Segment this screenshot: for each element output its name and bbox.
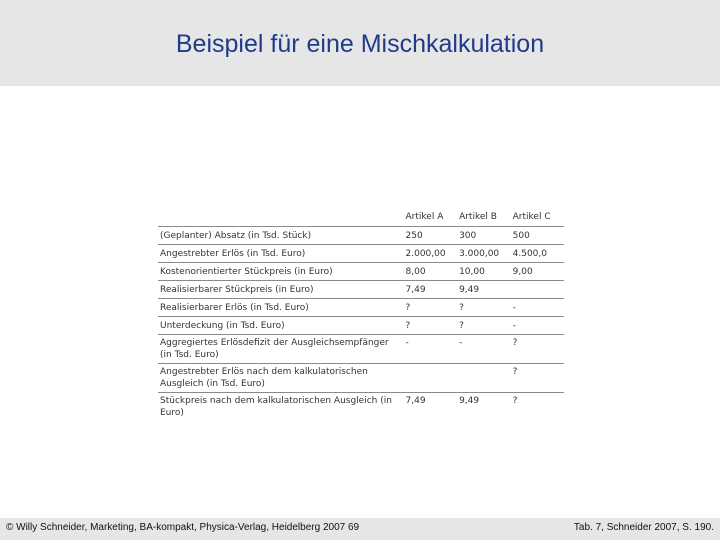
cell-artikel-b: 3.000,00	[459, 249, 500, 259]
cell-artikel-b: ?	[459, 321, 464, 331]
footer-copyright: © Willy Schneider, Marketing, BA-kompakt, Physica-Verlag, Heidelberg 2007 69	[6, 522, 360, 533]
footer-source: Tab. 7, Schneider 2007, S. 190.	[573, 522, 714, 533]
cell-artikel-a: 250	[405, 231, 423, 241]
cell-artikel-c: ?	[512, 396, 518, 406]
cell-artikel-a	[404, 364, 458, 393]
table-row	[158, 364, 564, 393]
cell-artikel-c: -	[512, 321, 516, 331]
row-label: Realisierbarer Stückpreis (in Euro)	[160, 285, 314, 295]
row-label: Angestrebter Erlös (in Tsd. Euro)	[160, 249, 306, 259]
table-row	[158, 299, 564, 317]
cell-artikel-a: ?	[405, 321, 411, 331]
row-label: (Geplanter) Absatz (in Tsd. Stück)	[160, 231, 312, 241]
page-title: Beispiel für eine Mischkalkulation	[175, 30, 545, 58]
cell-artikel-a: ?	[405, 303, 411, 313]
cell-artikel-c: 4.500,0	[512, 249, 547, 259]
cell-artikel-a: 8,00	[405, 267, 426, 277]
cell-artikel-c: ?	[512, 367, 518, 377]
cell-artikel-a: 7,49	[405, 396, 426, 406]
row-label: Angestrebter Erlös nach dem kalkulatorischen Ausgleich (in Tsd. Euro)	[160, 367, 368, 389]
header-cell-empty	[158, 208, 404, 227]
cell-artikel-b: 300	[459, 231, 477, 241]
cell-artikel-a: -	[405, 338, 409, 348]
cell-artikel-b: ?	[459, 303, 464, 313]
cell-artikel-b	[457, 364, 511, 393]
calculation-table	[158, 208, 564, 421]
table-row	[158, 317, 564, 335]
table-row	[158, 227, 564, 245]
cell-artikel-c: 500	[512, 231, 530, 241]
table-row	[158, 393, 564, 422]
cell-artikel-a: 7,49	[405, 285, 426, 295]
cell-artikel-b: 9,49	[459, 285, 480, 295]
row-label: Aggregiertes Erlösdefizit der Ausgleichsempfänger (in Tsd. Euro)	[160, 338, 389, 360]
calculation-table-container	[158, 208, 564, 421]
cell-artikel-c: ?	[512, 338, 518, 348]
cell-artikel-a: 2.000,00	[405, 249, 446, 259]
header-artikel-c: Artikel C	[512, 212, 551, 222]
table-row	[158, 263, 564, 281]
cell-artikel-b: -	[459, 338, 463, 348]
cell-artikel-b: 10,00	[459, 267, 485, 277]
row-label: Stückpreis nach dem kalkulatorischen Ausgleich (in Euro)	[160, 396, 392, 418]
cell-artikel-b: 9,49	[459, 396, 480, 406]
row-label: Realisierbarer Erlös (in Tsd. Euro)	[160, 303, 309, 313]
cell-artikel-c	[511, 281, 564, 299]
cell-artikel-c: 9,00	[512, 267, 533, 277]
table-header-row	[158, 208, 564, 227]
row-label: Kostenorientierter Stückpreis (in Euro)	[160, 267, 333, 277]
table-row	[158, 281, 564, 299]
table-row	[158, 335, 564, 364]
cell-artikel-c: -	[512, 303, 516, 313]
table-row	[158, 245, 564, 263]
row-label: Unterdeckung (in Tsd. Euro)	[160, 321, 285, 331]
header-artikel-a: Artikel A	[405, 212, 444, 222]
header-artikel-b: Artikel B	[459, 212, 497, 222]
